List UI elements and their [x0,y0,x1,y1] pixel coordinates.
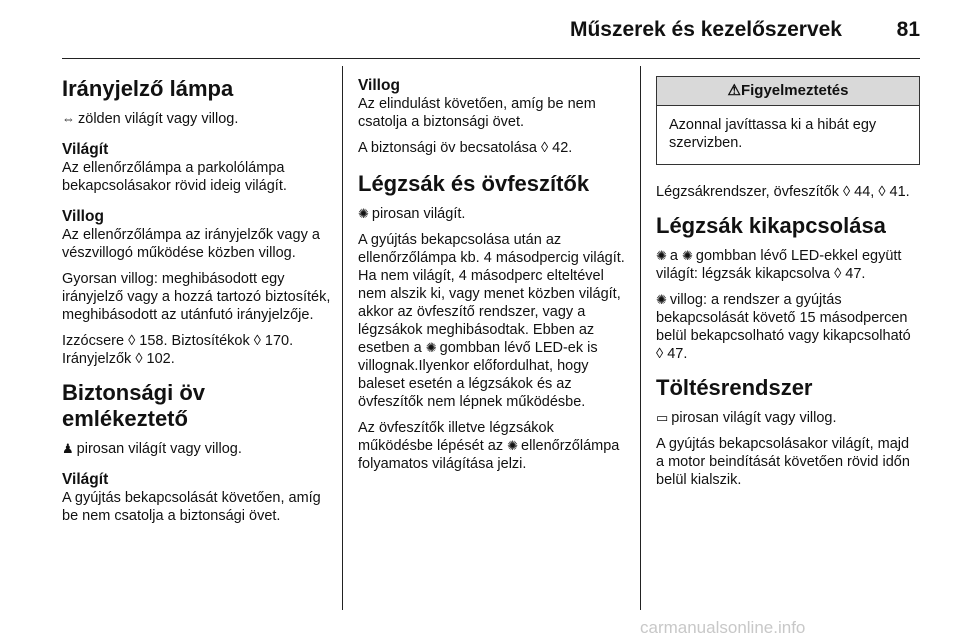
heading-flash: Villog [62,208,104,225]
airbag-icon: ✺ [507,438,519,453]
flash-text: Az ellenőrzőlámpa az irányjelzők vagy a vészvillogó működése közben villog. [62,227,320,261]
airbag-desc: ✺ pirosan világít. [358,206,466,222]
column-1 [62,70,332,533]
fast-flash-text: Gyorsan villog: meghibásodott egy irányjelző vagy a hozzá tartozó biztosíték, meghibásodott az utánfutó irányjelzője. [62,271,331,323]
heading-seatbelt: Biztonsági öv emlékeztető [62,380,206,431]
airbag-off-icon: ✺ [425,340,437,355]
heading-turn-signal: Irányjelző lámpa [62,76,234,101]
turn-signal-icon: ⇔ [62,111,75,126]
column-2 [358,70,628,481]
airbag-off-icon: ✺ [656,292,667,307]
belt-reference: A biztonsági öv becsatolása ◊ 42. [358,140,573,156]
heading-airbag-deactivation: Légzsák kikapcsolása [656,213,886,238]
airbag-off-icon: ✺ [656,248,667,263]
turn-signal-desc: ⇔ zölden világít vagy villog. [62,111,239,127]
airbag-icon: ✺ [358,206,369,221]
warning-triangle-icon: ⚠ [727,82,741,99]
page-header [0,14,960,54]
watermark: carmanualsonline.info [640,618,806,637]
heading-lit: Világít [62,141,109,158]
warning-text: Azonnal javíttassa ki a hibát egy szervizben. [669,117,877,151]
charging-text: A gyújtás bekapcsolásakor világít, majd a motor beindítását követően rövid időn belül kialszik. [656,436,910,488]
airbag-text-2: Az övfeszítők illetve légzsákok működésbe lépését az ✺ ellenőrzőlámpa folyamatos világítása jelzi. [358,420,620,472]
deactivation-text-2: ✺ villog: a rendszer a gyújtás bekapcsolását követő 15 másodpercen belül bekapcsolható vagy kikapcsolható ◊ 47. [656,292,911,362]
seatbelt-icon: ♟ [62,441,74,456]
flash-text-2: Az elindulást követően, amíg be nem csatolja a biztonsági övet. [358,96,596,130]
airbag-off-icon: ✺ [682,248,693,263]
column-divider-2 [640,66,641,610]
heading-lit-2: Világít [62,471,109,488]
warning-box [656,76,920,165]
heading-charging-system: Töltésrendszer [656,375,813,400]
charging-desc: ▭ pirosan világít vagy villog. [656,410,837,426]
battery-icon: ▭ [656,410,669,425]
heading-airbag: Légzsák és övfeszítők [358,171,590,196]
header-rule [62,58,920,59]
reference-text: Izzócsere ◊ 158. Biztosítékok ◊ 170. Irányjelzők ◊ 102. [62,333,294,367]
seatbelt-desc: ♟ pirosan világít vagy villog. [62,441,242,457]
column-3 [656,70,920,497]
header-title: Műszerek és kezelőszervek [569,18,842,41]
heading-flash-2: Villog [358,77,400,94]
airbag-system-reference: Légzsákrendszer, övfeszítők ◊ 44, ◊ 41. [656,184,910,200]
column-divider-1 [342,66,343,610]
page-number: 81 [896,18,920,41]
lit2-text: A gyújtás bekapcsolását követően, amíg be nem csatolja a biztonsági övet. [62,490,321,524]
airbag-text-1: A gyújtás bekapcsolása után az ellenőrzőlámpa kb. 4 másodpercig világít. Ha nem világít, 4 másodperc elteltével nem alszik ki, vagy menet közben világít, akkor az övfeszítő rendszer, vagy a légzsákok meghibásodtak. Ebben az esetben a ✺ gombban lévő LED-ek is villognak.Ilyenkor előfordulhat, hogy baleset esetén a légzsákok és az övfeszítők nem lépnek működésbe. [358,232,625,410]
lit-text: Az ellenőrzőlámpa a parkolólámpa bekapcsolásakor rövid ideig világít. [62,160,287,194]
warning-header: ⚠Figyelmeztetés [657,77,919,106]
deactivation-text-1: ✺ a ✺ gombban lévő LED-ekkel együtt világít: légzsák kikapcsolva ◊ 47. [656,248,902,282]
